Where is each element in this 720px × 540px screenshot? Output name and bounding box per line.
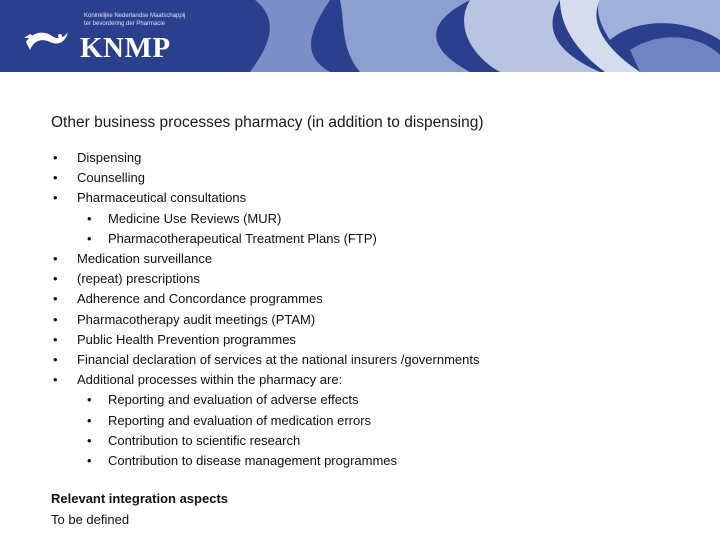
bullet-icon: • xyxy=(87,453,92,469)
org-name-line-2: ter bevordering der Pharmacie xyxy=(84,21,166,27)
bullet-item xyxy=(51,310,480,330)
bullet-text: Reporting and evaluation of adverse effects xyxy=(108,392,359,408)
bullet-text: Pharmaceutical consultations xyxy=(77,190,247,206)
bullet-text: Financial declaration of services at the national insurers /governments xyxy=(77,352,480,368)
bullet-text: Additional processes within the pharmacy are: xyxy=(77,372,343,388)
bullet-text: Pharmacotherapeutical Treatment Plans (FTP) xyxy=(108,230,377,246)
org-name-line-1: Koninklijke Nederlandse Maatschappij xyxy=(84,13,186,19)
sub-bullet-item xyxy=(51,209,480,229)
serpent-emblem-icon xyxy=(22,24,72,58)
bullet-item xyxy=(51,148,480,168)
bullet-icon: • xyxy=(53,311,58,327)
bullet-icon: • xyxy=(53,372,58,388)
bullet-text: Adherence and Concordance programmes xyxy=(77,291,323,307)
bullet-text: Dispensing xyxy=(77,150,142,165)
header-banner xyxy=(0,0,720,72)
bullet-icon: • xyxy=(53,150,58,165)
bullet-text: (repeat) prescriptions xyxy=(77,271,200,287)
bullet-icon: • xyxy=(87,412,92,428)
sub-bullet-item xyxy=(51,390,480,410)
bullet-text: Medication surveillance xyxy=(77,251,213,267)
bullet-list xyxy=(51,148,480,471)
sub-bullet-item xyxy=(51,229,480,249)
bullet-icon: • xyxy=(53,352,58,368)
bullet-text: Medicine Use Reviews (MUR) xyxy=(108,210,282,226)
bullet-icon: • xyxy=(53,170,58,186)
bullet-text: Contribution to disease management programmes xyxy=(108,453,398,469)
bullet-icon: • xyxy=(87,210,92,226)
bullet-icon: • xyxy=(53,331,58,347)
bullet-item xyxy=(51,269,480,289)
bullet-text: Public Health Prevention programmes xyxy=(77,331,296,347)
bullet-text: Pharmacotherapy audit meetings (PTAM) xyxy=(77,311,316,327)
bullet-text: Contribution to scientific research xyxy=(108,432,301,448)
bullet-icon: • xyxy=(87,392,92,408)
brand-wordmark: KNMP xyxy=(80,32,171,64)
sub-bullet-item xyxy=(51,411,480,431)
bullet-icon: • xyxy=(53,271,58,287)
bullet-item xyxy=(51,289,480,309)
bullet-icon: • xyxy=(87,230,92,246)
bullet-item xyxy=(51,350,480,370)
sub-bullet-item xyxy=(51,451,480,471)
sub-bullet-item xyxy=(51,431,480,451)
bullet-text: Reporting and evaluation of medication errors xyxy=(108,412,372,428)
bullet-icon: • xyxy=(53,190,58,206)
slide-title: Other business processes pharmacy (in addition to dispensing) xyxy=(51,114,484,131)
footer-text: To be defined xyxy=(51,512,130,527)
footer-heading: Relevant integration aspects xyxy=(51,491,228,506)
bullet-icon: • xyxy=(87,432,92,448)
bullet-icon: • xyxy=(53,251,58,267)
bullet-text: Counselling xyxy=(77,170,145,186)
bullet-item xyxy=(51,188,480,208)
bullet-item xyxy=(51,330,480,350)
bullet-item xyxy=(51,249,480,269)
bullet-item xyxy=(51,168,480,188)
bullet-icon: • xyxy=(53,291,58,307)
bullet-item xyxy=(51,370,480,390)
